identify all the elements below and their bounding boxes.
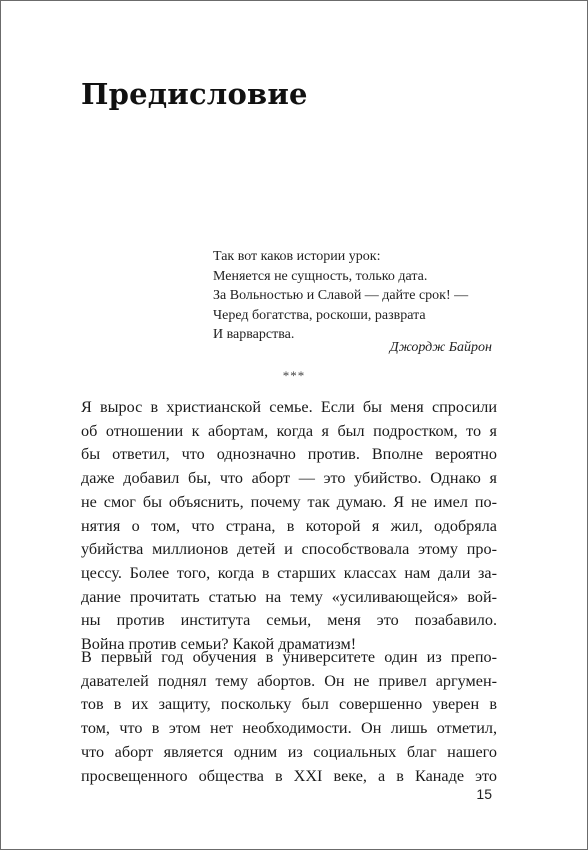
text-line: об отношении к абортам, когда я был подростком, то я	[81, 421, 497, 440]
page-number: 15	[476, 786, 492, 802]
text-line: что аборт является одним из социальных благ нашего	[81, 742, 497, 761]
text-line: В первый год обучения в университете один из препо-	[81, 648, 497, 666]
epigraph-line: Черед богатства, роскоши, разврата	[213, 307, 426, 323]
epigraph-author: Джордж Байрон	[389, 340, 492, 355]
body-paragraph	[81, 646, 497, 788]
text-line: не смог бы объяснить, почему так думаю. Я не имел по-	[81, 492, 497, 511]
text-line: бы ответил, что однозначно против. Вполне вероятно	[81, 445, 497, 464]
text-line: нятия о том, что страна, в которой я жил, одобряла	[81, 516, 497, 535]
text-line: убийства миллионов детей и способствовала этому про-	[81, 540, 497, 559]
body-paragraph	[81, 396, 497, 657]
text-line: Война против семьи? Какой драматизм!	[81, 635, 357, 654]
chapter-title: Предисловие	[81, 77, 308, 111]
text-line: даже добавил бы, что аборт — это убийство. Однако я	[81, 469, 497, 488]
text-line: том, что в этом нет необходимости. Он лишь отметил,	[81, 719, 497, 738]
epigraph	[213, 247, 468, 345]
text-line: цессу. Более того, когда в старших классах нам дали за-	[81, 563, 497, 582]
text-line: тов в их защиту, поскольку был совершенно уверен в	[81, 695, 497, 714]
section-separator: ***	[282, 368, 306, 383]
epigraph-line: Меняется не сущность, только дата.	[213, 268, 428, 284]
text-line: Я вырос в христианской семье. Если бы меня спросили	[81, 398, 497, 416]
text-line: просвещенного общества в XXI веке, а в Канаде это	[81, 766, 497, 785]
text-line: ны против института семьи, меня это позабавило.	[81, 611, 497, 630]
epigraph-line: И варварства.	[213, 327, 295, 342]
epigraph-line: За Вольностью и Славой — дайте срок! —	[213, 288, 469, 303]
text-line: дание прочитать статью на тему «усиливающейся» вой-	[81, 587, 497, 606]
text-line: давателей поднял тему абортов. Он не привел аргумен-	[81, 671, 497, 690]
epigraph-line: Так вот каков истории урок:	[213, 249, 381, 264]
